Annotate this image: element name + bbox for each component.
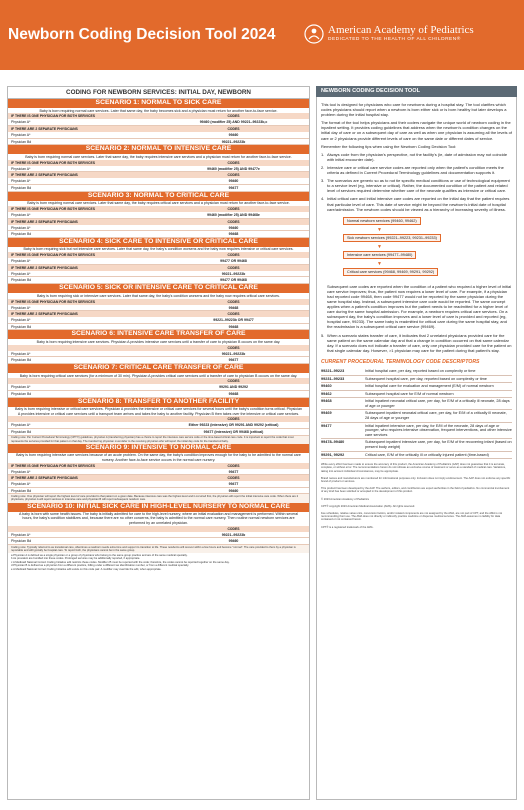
left-panel-heading: CODING FOR NEWBORN SERVICES: INITIAL DAY, NEWBORN [8, 87, 309, 99]
physician-label: Physician A* [11, 271, 31, 276]
table-row [8, 185, 309, 192]
table-row [8, 119, 309, 126]
tip-number: 1. [321, 151, 325, 157]
scenario-description: Baby is born requiring sick or intensive care services. Later that same day, the baby's condition worsens and the baby now requires critical care services. [8, 293, 309, 298]
code-number: 99469 [321, 411, 332, 416]
code-description: Critical care, E/M of the critically ill or critically injured patient (time-based) [365, 452, 489, 457]
physician-label: Physician Bd [11, 232, 32, 237]
scenario-description: Baby is born requiring normal care services. Later that same day, the baby requires intensive care services and a physician must return for another face-to-face service. [8, 154, 309, 159]
physician-label: Physician A* [11, 179, 31, 184]
table-row [8, 357, 309, 364]
codes-column-header: CODES [227, 417, 240, 422]
coding-note: Coding note: One physician will report the highest level of care provided to that patient on a given date. Because intensive care was the highest level and it occurred first, the physician will report the initial intensive care code. When there are 2 physicians, physician A will report services in intensive care and physician B will report subsequent newborn care. [8, 494, 309, 502]
physician-label: Physician A* [11, 305, 31, 310]
table-row [8, 422, 309, 429]
disclaimer-development: This product has been developed by the AAP. The authors, editors, and contributors are expert authorities in the field of pediatrics. No commercial involvement of any kind has been solicited or accepted in the development of this product. [321, 487, 510, 494]
code-descriptor-row [321, 452, 512, 460]
tip-text: When a scenario states transfer of care, it indicates that 2 unrelated physicians provided care for the same patient on the same calendar day and that a change in condition occurred on that same calendar day. If a scenario does not indicate a transfer of care, only one physician provided care for the patient on that single calendar day. However, >1 physician may care for the patient during that patient's stay. [327, 332, 512, 353]
code-number: 99231–99233 [321, 376, 345, 381]
code-value: 99460 (modifier 25) AND 99221–99223b,c [199, 120, 268, 125]
codes-column-header: CODES [227, 299, 240, 304]
code-value: 99468 [228, 392, 239, 397]
flow-step [343, 215, 512, 228]
code-value: 99468 [228, 324, 239, 329]
codes-column-header: CODES [227, 173, 240, 178]
flow-step [343, 266, 512, 279]
codes-column-header: CODES [227, 526, 240, 531]
code-value: 99477 OR 99468 [220, 259, 247, 264]
code-number: 99478–99480 [321, 440, 345, 445]
code-description: Subsequent hospital care for E/M of normal newborn [365, 391, 454, 396]
table-row [8, 481, 309, 488]
page-title: Newborn Coding Decision Tool 2024 [8, 26, 276, 43]
table-row [8, 324, 309, 331]
table-row [8, 231, 309, 238]
flow-step [343, 232, 512, 245]
table-row [8, 429, 309, 436]
physician-label: Physician A* [11, 225, 31, 230]
group-label: IF THERE ARE 2 SEPARATE PHYSICIANS [11, 476, 78, 481]
table-row [8, 351, 309, 358]
scenario-title: SCENARIO 2: NORMAL TO INTENSIVE CARE [8, 145, 309, 154]
group-label: IF THERE ARE 2 SEPARATE PHYSICIANS [11, 265, 78, 270]
flow-box: Critical care services (99468, 99469, 99291, 99292) [343, 268, 438, 276]
table-row [8, 532, 309, 539]
scenario-title: SCENARIO 7: CRITICAL CARE TRANSFER OF CARE [8, 364, 309, 373]
code-number: 99291, 99292 [321, 452, 345, 457]
code-descriptor-row [321, 368, 512, 376]
tip-text: Initial critical care and initial intensive care codes are reported on the initial day that the patient requires that particular level of care. This date of service might be beyond the newborn's initial date of hospital care/admission. The newborn codes should be viewed as a hierarchy of increasing severity of illness. [327, 196, 510, 212]
scenario-section [8, 398, 309, 444]
coding-tables-panel [7, 86, 310, 800]
scenario-section [8, 364, 309, 398]
tip-item [321, 333, 512, 353]
tip-number: 2. [321, 164, 325, 170]
scenario-description: A baby is born with some health issues. The baby is initially admitted for care to the high-level nursery, where an initial evaluation and management is performed. Within several hours, the baby's condition stabilizes and, because there are no other concerns, the baby is admitted to the normal care nursery. Then routine normal newborn services are performed by an unrelated physician. [8, 512, 309, 526]
aap-logo [300, 24, 520, 46]
scenario-section [8, 192, 309, 238]
group-label: IF THERE IS ONE PHYSICIAN FOR BOTH SERVICES [11, 207, 95, 212]
codes-column-header: CODES [227, 379, 240, 384]
scenario-title: SCENARIO 4: SICK CARE TO INTENSIVE OR CRITICAL CARE [8, 238, 309, 247]
tip-item [321, 152, 512, 162]
tip-number: 4. [321, 196, 325, 202]
code-value: 99221–99223b [221, 271, 246, 276]
physician-label: Physician Bd [11, 539, 32, 544]
scenario-title: SCENARIO 5: SICK OR INTENSIVE CARE TO CRITICAL CARE [8, 284, 309, 293]
scenario-description: Baby is born requiring intensive care services because of an acute problem. On the same day, the baby's condition improves enough for the baby to be admitted to the normal care nursery. Another face-to-face service occurs in the normal care nursery. [8, 453, 309, 463]
code-value: 99460 [228, 488, 239, 493]
scenario-title: SCENARIO 6: INTENSIVE CARE TRANSFER OF CARE [8, 330, 309, 339]
table-row [8, 178, 309, 185]
coding-note: Coding note: Typically referred to as transitional care, oftentimes a newborn needs extra time and support to transition to life. These newborns will recover within a few hours and become "normal". The care provided to them by a physician is reportable and will typically be hospital care. To report both, the physicians cannot be in the same group. [8, 545, 309, 553]
code-description: Initial inpatient neonatal critical care, per day, for E/M of a critically ill neonate, 28 days of age or younger [365, 399, 510, 408]
table-row [8, 132, 309, 139]
code-number: 99221–99223 [321, 368, 345, 373]
codes-column-header: CODES [227, 463, 240, 468]
group-label: IF THERE IS ONE PHYSICIAN FOR BOTH SERVICES [11, 114, 95, 119]
code-descriptor-row [321, 410, 512, 422]
code-descriptor-row [321, 383, 512, 391]
code-value: 99477 OR 99468 [220, 278, 247, 283]
table-row [8, 488, 309, 495]
tip-number: 3. [321, 178, 325, 184]
down-arrow-icon: ▼ [377, 243, 382, 250]
right-panel-body [316, 97, 517, 800]
scenario-title: SCENARIO 1: NORMAL TO SICK CARE [8, 99, 309, 108]
footnote: b As prevalent are bundled into these codes. Prolonged services may be additionally reported, if appropriate. [11, 557, 141, 561]
table-row [8, 225, 309, 232]
code-value: 99477 [228, 469, 239, 474]
right-panel-heading: NEWBORN CODING DECISION TOOL [316, 86, 517, 97]
code-value: 99460 (modifier 25) AND 99468e [207, 213, 260, 218]
cpt-copyright: CPT® copyright 2023 American Medical Association (AMA). All rights reserved. [321, 504, 415, 508]
down-arrow-icon: ▼ [377, 260, 382, 267]
code-number: 99468 [321, 399, 332, 404]
group-label: IF THERE IS ONE PHYSICIAN FOR BOTH SERVICES [11, 253, 95, 258]
tip-text: Intensive care or critical care service codes are reported only when the patient's condition meets the criteria as defined in Current Procedural Terminology guidelines and documentation supports it. [327, 164, 504, 176]
scenario-section [8, 145, 309, 191]
table-row [8, 139, 309, 146]
tip-item [321, 165, 512, 175]
format-paragraph: The format of the tool helps physicians and their coders navigate the unique world of newborn coding in the inpatient setting. It provides coding guidelines that address when the newborn's condition changes on the initial day of care or on a subsequent day of care as well as when one physician is assuming all the levels of care or 2 physicians provide different levels of care on the same date or different dates of service. [321, 120, 512, 141]
code-value: 99460 [228, 225, 239, 230]
code-description: Subsequent inpatient intensive care, per day, for E/M of the recovering infant (based on present body weight) [365, 440, 512, 450]
org-tagline: DEDICATED TO THE HEALTH OF ALL CHILDREN® [328, 37, 461, 42]
footnote: e A Medicaid National Correct Coding Initiative edit exists on this code pair. A modifier may override the edit, when appropriate. [11, 567, 162, 571]
scenario-section [8, 330, 309, 364]
physician-label: Physician A* [11, 469, 31, 474]
group-label: IF THERE IS ONE PHYSICIAN FOR BOTH SERVICES [11, 299, 95, 304]
group-label: IF THERE IS ONE PHYSICIAN FOR BOTH SERVICES [11, 160, 95, 165]
table-row [8, 258, 309, 265]
copyright: © 2023 American Academy of Pediatrics [321, 497, 369, 501]
remember-line: Remember the following tips when using the Newborn Coding Decision Tool: [321, 143, 457, 149]
group-label: IF THERE ARE 2 SEPARATE PHYSICIANS [11, 127, 78, 132]
table-row [8, 384, 309, 391]
scenario-section [8, 99, 309, 145]
flow-box: Sick newborn services (99221–99223, 99231–99233) [343, 234, 441, 242]
physician-label: Physician A* [11, 166, 31, 171]
codes-column-header: CODES [227, 207, 240, 212]
scenario-description: Baby is born requiring intensive or critical care services. Physician A provides the intensive or critical care services for several hours until the baby's condition turns critical. Physician A provides intensive or critical care services until a transport team arrives and takes the baby to another facility. Physician B then takes over the intensive or critical care services. [8, 407, 309, 417]
code-descriptors-heading: CURRENT PROCEDURAL TERMINOLOGY CODE DESCRIPTORS [321, 358, 480, 365]
cpt-trademark: CPT® is a registered trademark of the AMA. [321, 525, 374, 529]
code-descriptor-row [321, 423, 512, 440]
physician-label: Physician Bd [11, 139, 32, 144]
codes-column-header: CODES [227, 265, 240, 270]
down-arrow-icon: ▼ [377, 226, 382, 233]
tool-description-panel [316, 86, 517, 800]
coding-note: Coding note: Per Current Procedural Terminology (CPT®) guidelines, physician A (transferring physician) has a choice to report the intensive care service code or the time-based critical care code. It is important to report the code that most represents the services provided for that patient on that day. The transferring physician must defer to the receiving physician who will report the initial day code for the transferred baby. [8, 436, 309, 444]
codes-column-header: CODES [227, 312, 240, 317]
codes-column-header: CODES [227, 114, 240, 119]
intro-paragraph: This tool is designed for physicians who care for newborns during a hospital stay. The tool clarifies which codes physicians should report when a newborn is born either sick or is born healthy but later develops a problem during the initial hospital stay. [321, 102, 507, 118]
severity-hierarchy-flow [343, 215, 512, 279]
scenario-section [8, 503, 309, 553]
code-value: 99460 [228, 179, 239, 184]
scenario-title: SCENARIO 8: TRANSFER TO ANOTHER FACILITY [8, 398, 309, 407]
group-label: IF THERE IS ONE PHYSICIAN FOR BOTH SERVICES [11, 463, 95, 468]
physician-label: Physician A* [11, 385, 31, 390]
disclaimer-brand: Brand names and manufacturers are mentioned for informational purposes only. Inclusion does not imply endorsement. The AAP does not endorse any specific brand of product or services. [321, 476, 511, 484]
table-row [8, 212, 309, 219]
tip-number: 5. [321, 332, 325, 338]
code-descriptor-row [321, 439, 512, 451]
tip-text: Always code from the physician's perspective, not the facility's (ie, date of admission may not coincide with initial encounter date). [327, 151, 508, 162]
code-description: Initial hospital care for evaluation and management (E/M) of normal newborn [365, 384, 494, 389]
code-description: Subsequent inpatient neonatal critical care, per day, for E/M of a critically ill neonate, 28 days of age or younger [365, 411, 507, 421]
code-number: 99462 [321, 391, 332, 396]
physician-label: Physician Bd [11, 358, 32, 363]
subsequent-care-paragraph: Subsequent care codes are reported when the condition of a patient who required a higher level of initial care service improves; thus, the patient now requires a lower level of care. For example, if a physician had reported code 99468, then code 99477 would not be reported by the same physician during the same hospital stay. Instead, a subsequent intensive care code would be reported. The same concept applies when a patient's condition improves but the patient needs to be readmitted for a higher level of care during the same hospital admission. For example, a newborn requires critical care services. On a subsequent day, the baby's condition improves and a lower level of care is provided and reported (eg, hospital care, 99233). The same baby is readmitted for critical care during the same hospital stay, and the readmission is a subsequent critical care service (99469). [327, 283, 512, 330]
scenario-description: Baby is born requiring normal care services. Later that same day, the baby becomes sick and a physician must return for another face-to-face service. [8, 108, 309, 113]
group-label: IF THERE ARE 2 SEPARATE PHYSICIANS [11, 219, 78, 224]
table-row [8, 538, 309, 545]
physician-label: Physician Bd [11, 488, 32, 493]
table-row [8, 277, 309, 284]
physician-label: Physician A* [11, 259, 31, 264]
tip-text: The scenarios are generic so as to not tie specific medical conditions or use of technological equipment to a service level (eg, intensive or critical). Rather, the documented condition of the patient and related level of services required determine whether care of the neonate qualifies as intensive or critical care. [327, 178, 510, 194]
aap-emblem-icon [304, 24, 324, 44]
physician-label: Physician Bd [11, 392, 32, 397]
scenario-title: SCENARIO 10: INITIAL SICK CARE IN HIGH-LEVEL NURSERY TO NORMAL CARE [8, 503, 309, 512]
code-number: 99477 [321, 423, 332, 428]
code-description: Initial hospital care, per day, reported based on complexity or time [365, 368, 476, 373]
scenario-section [8, 284, 309, 330]
scenario-description: Baby is born requiring normal care services. Later that same day, the baby requires critical care services and a physician must return for another face-to-face service. [8, 201, 309, 206]
code-value: 99477 [228, 185, 239, 190]
code-value: 99468 [228, 232, 239, 237]
codes-column-header: CODES [227, 345, 240, 350]
code-value: 99477 [228, 482, 239, 487]
scenario-section [8, 238, 309, 284]
code-value: 99291 AND 99292 [219, 385, 248, 390]
code-value: 99477 (intensive) OR 99468 (critical) [203, 430, 264, 435]
tip-item [321, 178, 512, 193]
tips-list [321, 152, 512, 212]
code-value: 99221–99223b [221, 139, 246, 144]
table-row [8, 271, 309, 278]
scenario-title: SCENARIO 3: NORMAL TO CRITICAL CARE [8, 192, 309, 201]
code-value: 99468 [228, 305, 239, 310]
code-descriptor-table [321, 368, 512, 459]
table-row [8, 166, 309, 173]
table-row [8, 317, 309, 324]
footnote: d Physician B is defined as a physician from a different practice, billing under a different tax identification number, or from a different medical specialty. [11, 564, 190, 568]
code-value: 99460 [228, 539, 239, 544]
codes-column-header: CODES [227, 219, 240, 224]
physician-label: Physician A* [11, 120, 31, 125]
page-header [0, 0, 524, 70]
code-description: Initial inpatient intensive care, per day, for E/M of the neonate, 28 days of age or younger, who requires intensive observation, frequent interventions, and other intensive care services [365, 423, 512, 437]
table-row [8, 391, 309, 398]
physician-label: Physician Bd [11, 278, 32, 283]
codes-column-header: CODES [227, 127, 240, 132]
physician-label: Physician A* [11, 133, 31, 138]
code-value: 99221–99223b OR 99477 [213, 318, 254, 323]
codes-column-header: CODES [227, 160, 240, 165]
flow-box: Intensive care services (99477–99480) [343, 251, 416, 259]
physician-label: Physician A* [11, 351, 31, 356]
code-value: 99221–99223b [221, 532, 246, 537]
code-descriptor-row [321, 398, 512, 410]
table-row [8, 469, 309, 476]
scenario-description: Baby is born requiring sick but not intensive care services. Later that same day, the baby's condition worsens and the baby now requires intensive or critical care services. [8, 247, 309, 252]
scenario-list [8, 99, 309, 553]
physician-label: Physician A* [11, 482, 31, 487]
scenario-title: SCENARIO 9: INTENSIVE TO NORMAL CARE [8, 444, 309, 453]
physician-label: Physician A* [11, 423, 31, 428]
codes-column-header: CODES [227, 253, 240, 258]
tip-item [321, 196, 512, 211]
table-row [8, 305, 309, 312]
physician-label: Physician A* [11, 532, 31, 537]
footnotes [8, 553, 309, 571]
code-value: 99460 (modifier 25) AND 99477e [207, 166, 260, 171]
code-value: 99460 [228, 133, 239, 138]
physician-label: Physician Bd [11, 430, 32, 435]
code-descriptor-row [321, 391, 512, 399]
flow-box: Normal newborn services (99460, 99462) [343, 217, 421, 225]
physician-label: Physician A* [11, 318, 31, 323]
physician-label: Physician A* [11, 213, 31, 218]
cpt-disclaimer: Fee schedules, relative value units, conversion factors, and/or related components are not assigned by the AMA, are not part of CPT, and the AMA is not recommending their use. The AMA does not directly or indirectly practice medicine or dispense medical services. The AMA assumes no liability for data contained or not contained herein. [321, 512, 503, 522]
group-label: IF THERE ARE 2 SEPARATE PHYSICIANS [11, 312, 78, 317]
code-number: 99460 [321, 384, 332, 389]
physician-label: Physician Bd [11, 185, 32, 190]
code-value: 99477 [228, 358, 239, 363]
org-name: American Academy of Pediatrics [328, 24, 474, 36]
scenario-section [8, 444, 309, 503]
codes-column-header: CODES [227, 476, 240, 481]
code-value: 99221–99223b [221, 351, 246, 356]
scenario-description: Baby is born requiring intensive care services. Physician A provides intensive care services until a transfer of care to physician B occurs on the same day. [8, 339, 309, 344]
disclaimer: While every effort has been made to ensure the accuracy of this product, the American Academy of Pediatrics (AAP) does not guarantee that it is accurate, complete, or without error. The recommendations herein do not indicate an exclusive course of treatment or serve as a standard of medical care. Variations, taking into account individual circumstances, may be appropriate. [321, 463, 506, 473]
group-label: IF THERE ARE 2 SEPARATE PHYSICIANS [11, 173, 78, 178]
code-description: Subsequent hospital care, per day, reported based on complexity or time [365, 376, 487, 381]
footnote: c A Medicaid National Correct Coding Initiative edit restricts these codes. Modifier 25 must be reported with the code; therefore, the codes cannot be reported together on the same day. [11, 560, 230, 564]
footnote: a Physician A is defined as a single physician or a group of physicians who belong to the same group practice and are of the same medical specialty. [11, 554, 188, 558]
flow-step [343, 249, 512, 262]
scenario-description: Baby is born requiring critical care services (for a minimum of 30 min). Physician A provides critical care services until a transfer of care to physician B occurs on the same day. [8, 373, 309, 378]
code-descriptor-row [321, 376, 512, 384]
code-value: Either 99223 (intensive) OR 99291 AND 99292 (critical) [188, 423, 279, 428]
physician-label: Physician Bd [11, 324, 32, 329]
